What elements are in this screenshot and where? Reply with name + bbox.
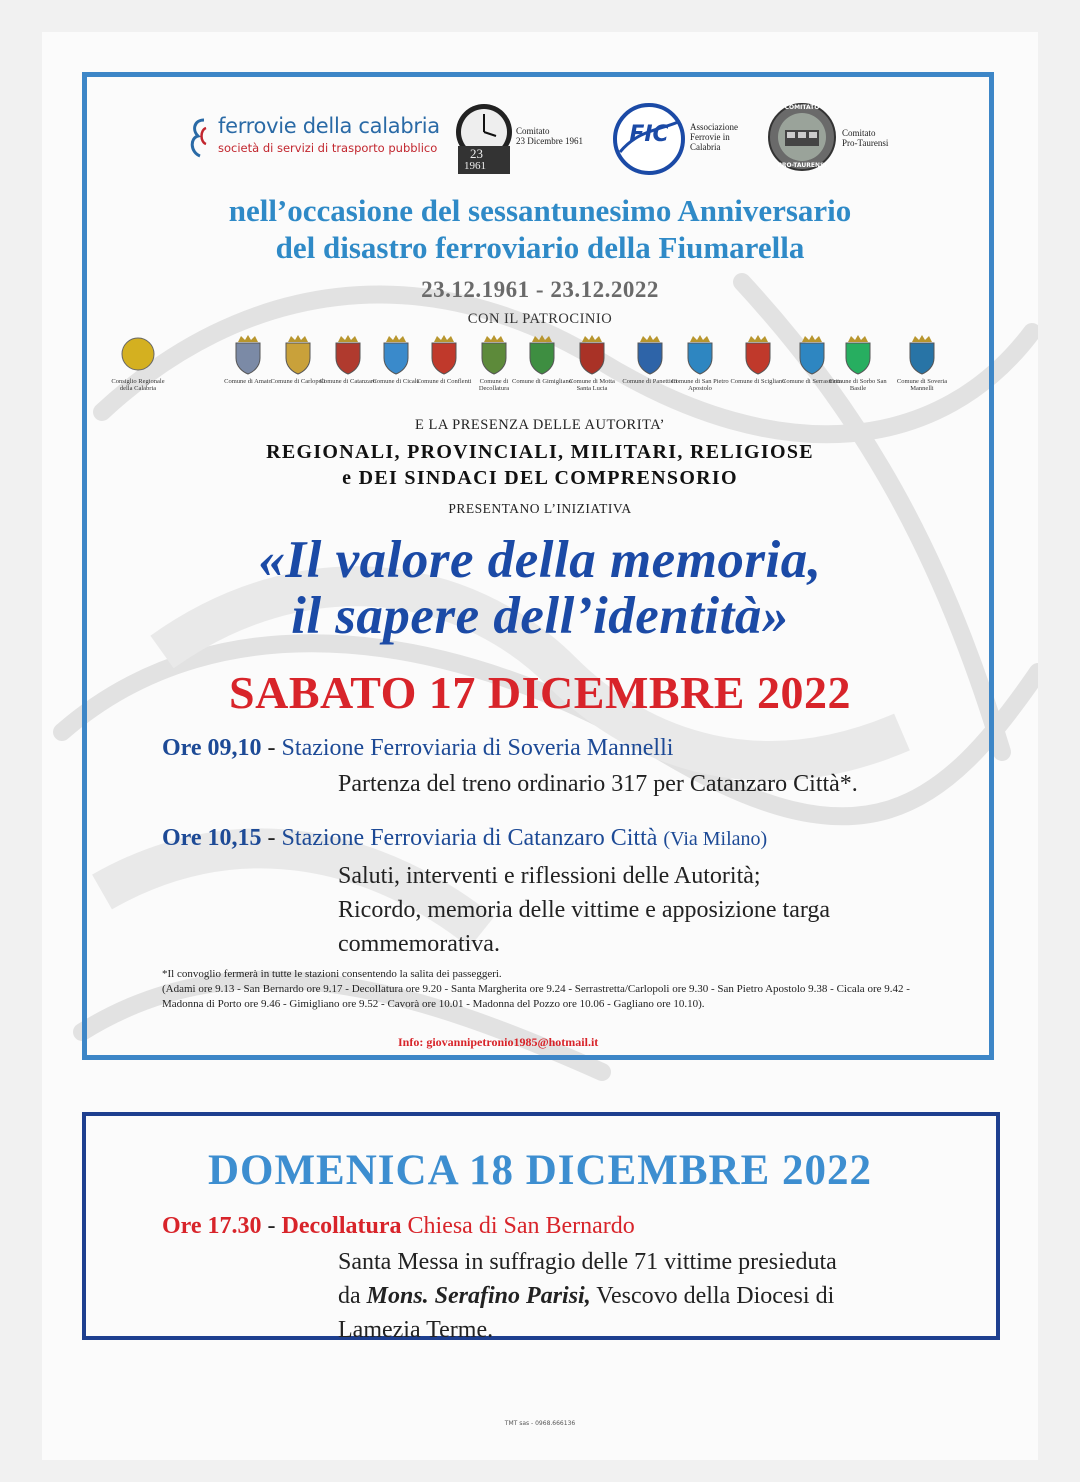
coat-of-arms-icon xyxy=(841,334,875,376)
presence-line-2: REGIONALI, PROVINCIALI, MILITARI, RELIGIOSE xyxy=(266,441,814,463)
coat-of-arms-icon xyxy=(683,334,717,376)
fic-logo xyxy=(612,102,686,176)
pro-bottom-text: PRO-TAURENSI xyxy=(777,162,827,169)
sunday-detail-3: Lamezia Terme. xyxy=(338,1317,494,1343)
crest-label: Comune di Panettieri xyxy=(622,378,678,385)
event-separator: - xyxy=(267,735,276,761)
coat-of-arms-icon xyxy=(121,334,155,376)
sunday-detail-1: Santa Messa in suffragio delle 71 vittime presieduta xyxy=(338,1249,837,1275)
coat-of-arms-icon xyxy=(525,334,559,376)
comitato-23-dicembre-logo xyxy=(452,102,522,178)
fic-caption-line: Calabria xyxy=(690,142,721,152)
ferrovie-della-calabria-logo xyxy=(188,114,440,164)
pro-taurensi-logo xyxy=(767,102,837,172)
crest-label: Comune di Gimigliano xyxy=(512,378,572,385)
crest-item xyxy=(892,334,952,392)
bishop-name: Mons. Serafino Parisi, xyxy=(366,1283,591,1309)
fic-text: FIC xyxy=(629,122,669,147)
event-1-header xyxy=(162,732,673,764)
coat-of-arms-icon xyxy=(231,334,265,376)
anniversary-title xyxy=(42,192,1038,266)
pro-top-text: COMITATO xyxy=(784,104,820,111)
coat-of-arms-icon xyxy=(379,334,413,376)
initiative-line-2: il sapere dell’identità» xyxy=(291,587,789,645)
crest-label: Comune di Decollatura xyxy=(478,378,510,392)
note-line-1: *Il convoglio fermerà in tutte le stazioni consentendo la salita dei passeggeri. xyxy=(162,968,502,980)
clock-caption-line: Comitato xyxy=(516,126,550,136)
crest-label: Comune di Carlopoli xyxy=(270,378,326,385)
sunday-heading: DOMENICA 18 DICEMBRE 2022 xyxy=(207,1147,873,1194)
train-stops-note xyxy=(162,967,942,1012)
title-line-1: nell’occasione del sessantunesimo Anniversario xyxy=(228,193,852,228)
fdc-mark-icon xyxy=(188,116,210,160)
coat-of-arms-icon xyxy=(575,334,609,376)
crest-label: Comune di Motta Santa Lucia xyxy=(569,378,615,392)
event-place: Stazione Ferroviaria di Catanzaro Città xyxy=(281,825,658,851)
presence-line-3: DEI SINDACI DEL COMPRENSORIO xyxy=(358,467,738,489)
info-email: Info: giovannipetronio1985@hotmail.it xyxy=(398,1035,599,1049)
crest-label: Comune di Amato xyxy=(224,378,272,385)
clock-caption-line: 23 Dicembre 1961 xyxy=(516,136,583,146)
crest-label: Comune di San Pietro Apostolo xyxy=(671,378,729,392)
fdc-name: ferrovie della calabria xyxy=(218,114,440,138)
sunday-detail-2 xyxy=(338,1280,834,1312)
event-place: Stazione Ferroviaria di Soveria Mannelli xyxy=(281,735,674,761)
coat-of-arms-icon xyxy=(633,334,667,376)
fdc-tagline: società di servizi di trasporto pubblico xyxy=(218,141,438,155)
coat-of-arms-icon xyxy=(477,334,511,376)
event-separator: - xyxy=(267,1213,276,1239)
crest-label: Comune di Scigliano xyxy=(730,378,786,385)
saturday-heading: SABATO 17 DICEMBRE 2022 xyxy=(229,667,851,718)
pro-caption-line: Pro-Taurensi xyxy=(842,138,889,148)
detail-prefix: da xyxy=(338,1283,361,1309)
presence-line-1: E LA PRESENZA DELLE AUTORITA’ xyxy=(415,417,665,433)
event-2-header xyxy=(162,822,767,855)
coat-of-arms-icon xyxy=(281,334,315,376)
presence-authorities xyxy=(42,439,1038,491)
event-time: Ore 09,10 xyxy=(162,735,262,761)
poster xyxy=(42,32,1038,1460)
coat-of-arms-icon xyxy=(741,334,775,376)
crest-label: Comune di Cicala xyxy=(372,378,420,385)
presentano-label: PRESENTANO L’INIZIATIVA xyxy=(448,501,632,516)
fic-caption-line: Associazione xyxy=(690,122,738,132)
sunday-event-header xyxy=(162,1210,635,1242)
crest-item xyxy=(828,334,888,392)
date-range: 23.12.1961 - 23.12.2022 xyxy=(421,277,659,302)
coat-of-arms-icon xyxy=(795,334,829,376)
event-place-extra: (Via Milano) xyxy=(663,828,768,850)
fic-caption-line: Ferrovie in xyxy=(690,132,730,142)
crest-label: Comune di Sorbo San Basile xyxy=(829,378,887,392)
coat-of-arms-icon xyxy=(905,334,939,376)
event-1-detail: Partenza del treno ordinario 317 per Catanzaro Città*. xyxy=(338,771,858,797)
initiative-line-1: «Il valore della memoria, xyxy=(258,531,822,589)
clock-text-bottom: 1961 xyxy=(464,160,486,172)
printer-footer: TMT sas - 0968.666136 xyxy=(504,1420,576,1427)
event-2-detail-2: Ricordo, memoria delle vittime e apposizione targa xyxy=(338,897,831,923)
patrocinio-label: CON IL PATROCINIO xyxy=(467,311,613,327)
crest-item xyxy=(108,334,168,392)
patrons-crests xyxy=(108,334,978,406)
pro-caption xyxy=(842,128,888,148)
pro-caption-line: Comitato xyxy=(842,128,876,138)
coat-of-arms-icon xyxy=(427,334,461,376)
title-line-2: del disastro ferroviario della Fiumarella xyxy=(275,230,805,265)
crest-label: Consiglio Regionale della Calabria xyxy=(111,378,165,392)
event-place: Chiesa di San Bernardo xyxy=(407,1213,635,1239)
note-line-2: (Adami ore 9.13 - San Bernardo ore 9.17 - Decollatura ore 9.20 - Santa Margherita ore 9.24 - Serrastretta/Carlopoli ore 9.30 - San Pietro Apostolo 9.38 - Cicala ore 9.42 - Madonna di Porto ore 9.46 - Gimigliano ore 9.52 - Cavorà ore 10.01 - Madonna del Pozzo ore 10.06 - Gagliano ore 10.10). xyxy=(162,983,910,1010)
clock-caption xyxy=(516,126,583,146)
crest-label: Comune di Serrastretta xyxy=(782,378,842,385)
crest-label: Comune di Catanzaro xyxy=(319,378,377,385)
event-town: Decollatura xyxy=(281,1213,402,1239)
event-time: Ore 10,15 xyxy=(162,825,262,851)
event-time: Ore 17.30 xyxy=(162,1213,262,1239)
event-2-detail-1: Saluti, interventi e riflessioni delle Autorità; xyxy=(338,863,761,889)
event-separator: - xyxy=(267,825,276,851)
crest-item xyxy=(670,334,730,392)
fic-caption xyxy=(690,122,738,152)
crest-item xyxy=(562,334,622,392)
crest-item xyxy=(728,334,788,385)
event-2-detail-3: commemorativa. xyxy=(338,931,500,957)
initiative-title xyxy=(42,532,1038,644)
coat-of-arms-icon xyxy=(331,334,365,376)
clock-text-top: 23 xyxy=(470,146,483,161)
presence-line-3-prefix: e xyxy=(342,467,353,489)
crest-label: Comune di Conflenti xyxy=(416,378,472,385)
detail-rest: Vescovo della Diocesi di xyxy=(596,1283,835,1309)
crest-label: Comune di Soveria Mannelli xyxy=(896,378,948,392)
